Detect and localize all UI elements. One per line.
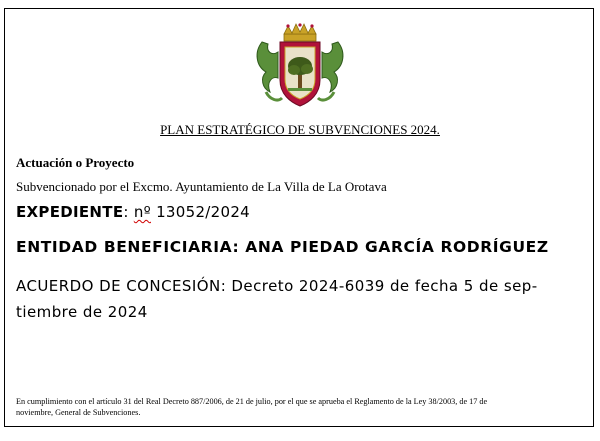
legal-footer-line-2: noviembre, General de Subvenciones. (16, 408, 141, 417)
document-title: PLAN ESTRATÉGICO DE SUBVENCIONES 2024. (160, 122, 440, 137)
legal-footer-line-1: En cumplimiento con el artículo 31 del Real Decreto 887/2006, de 21 de julio, por el que se aprueba el Reglamento de la Ley 38/2003, de 17 de (16, 397, 488, 406)
expediente-line (16, 203, 250, 221)
acuerdo-concesion (16, 273, 538, 325)
coat-of-arms-icon (252, 22, 348, 110)
expediente-prefix: nº (133, 203, 151, 221)
expediente-number: 13052/2024 (156, 203, 251, 221)
entidad-beneficiaria: ENTIDAD BENEFICIARIA: ANA PIEDAD GARCÍA RODRÍGUEZ (16, 238, 549, 256)
subvencionado-text: Subvencionado por el Excmo. Ayuntamiento de La Villa de La Orotava (16, 179, 387, 194)
actuacion-label: Actuación o Proyecto (16, 155, 135, 170)
acuerdo-line-2: tiembre de 2024 (16, 303, 148, 321)
legal-footer (16, 396, 586, 418)
expediente-label: EXPEDIENTE (16, 203, 124, 221)
acuerdo-line-1: ACUERDO DE CONCESIÓN: Decreto 2024-6039 de fecha 5 de sep- (16, 277, 538, 295)
expediente-separator: : (123, 203, 129, 221)
